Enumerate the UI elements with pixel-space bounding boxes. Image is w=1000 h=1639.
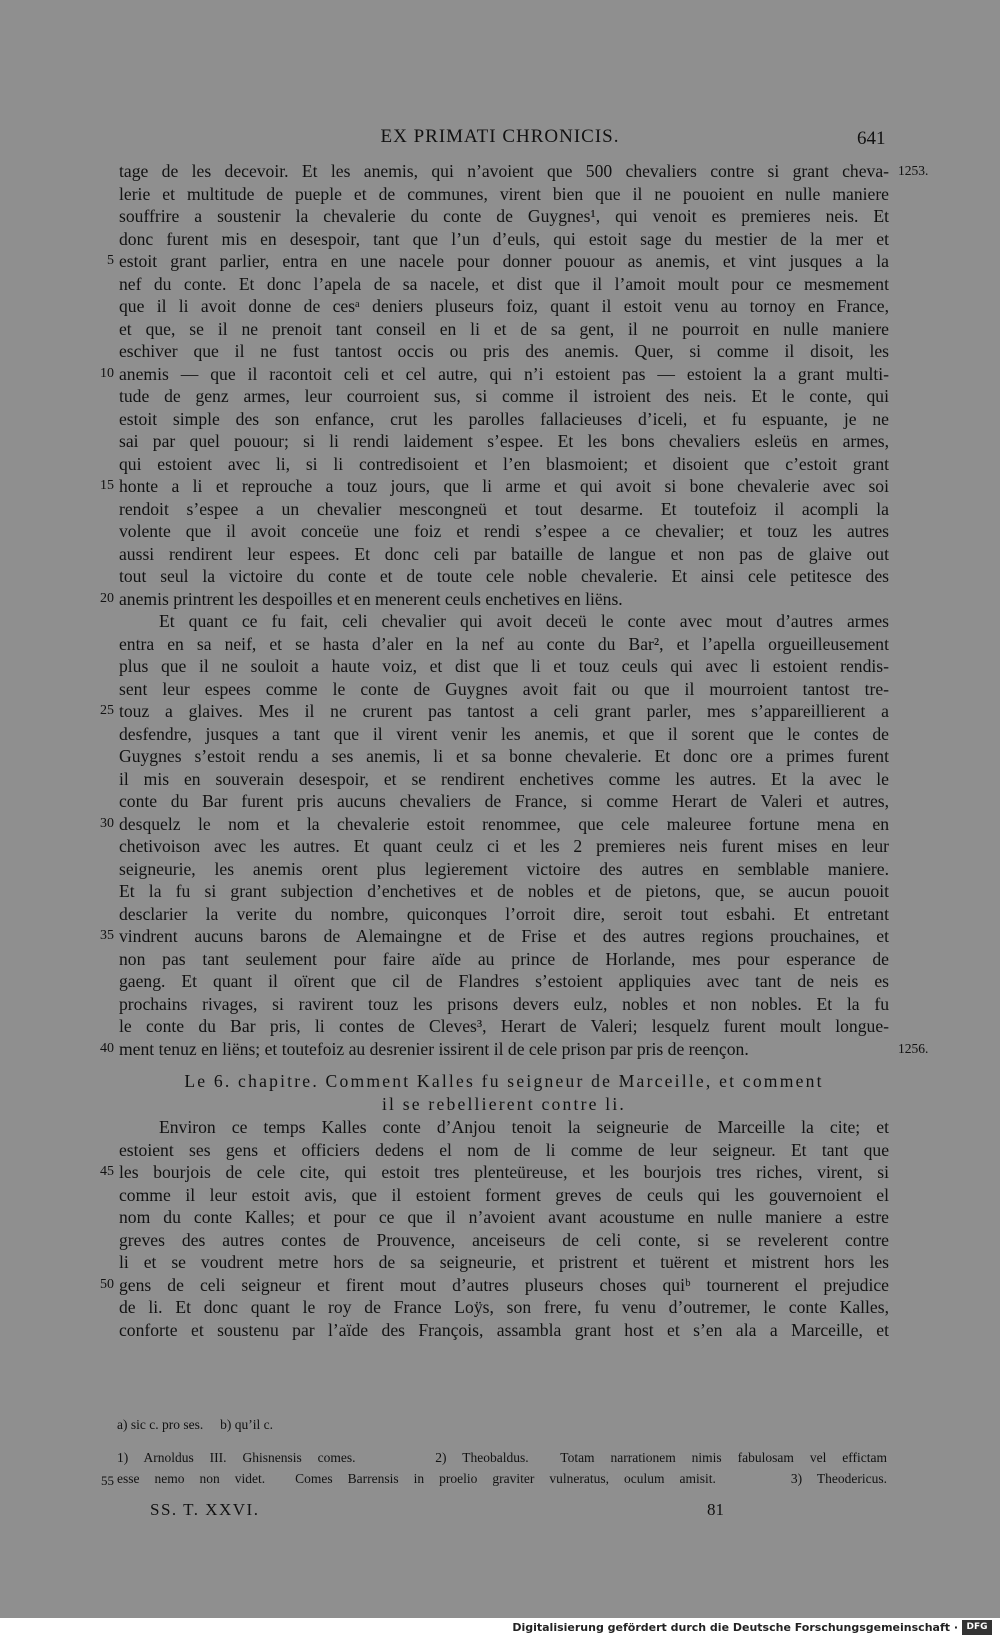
footnote-line: 1) Arnoldus III. Ghisnensis comes. 2) Theobaldus. Totam narrationem nimis fabulosam vel effictam: [117, 1450, 887, 1465]
text-line: honte a li et reprouche a touz jours, que li arme et qui avoit si bone chevalerie avec soi: [119, 476, 889, 496]
text-line: les bourjois de cele cite, qui estoit tres plenteüreuse, et les bourjois tres riches, virent, si: [119, 1162, 889, 1182]
text-line: tude de genz armes, leur courroient sus, si comme il istroient des neis. Et le conte, qui: [119, 386, 889, 406]
text-line: anemis — que il racontoit celi et cel autre, qui n’i estoient pas — estoient la a grant multi-: [119, 363, 889, 384]
text-line: Guygnes s’estoit rendu a ses anemis, li et sa bonne chevalerie. Et donc ore a primes furent: [119, 746, 889, 766]
text-line: Et quant ce fu fait, celi chevalier qui avoit deceü le conte avec mout d’autres armes: [159, 611, 889, 631]
line-number: 10: [100, 365, 114, 381]
text-line: desclarier la verite du nombre, quiconques l’orroit dire, seroit tout esbahi. Et entretant: [119, 903, 889, 924]
text-line: lerie et multitude de pueple et de communes, virent bien que il ne pouoient en nulle maniere: [119, 183, 889, 204]
text-line: non pas tant seulement pour faire aïde au prince de Horlande, mes pour esperance de: [119, 948, 889, 969]
text-line: greves des autres contes de Prouvence, anceiseurs de celi conte, si se revelerent contre: [119, 1229, 889, 1250]
text-line: tout seul la victoire du conte et de toute cele noble chevalerie. Et ainsi cele petitesce des: [119, 566, 889, 586]
line-number: 20: [100, 590, 114, 606]
text-line: rendoit s’espee a un chevalier mescongneü et tout desarme. Et toutefoiz il acompli la: [119, 498, 889, 519]
margin-year: 1256.: [898, 1040, 929, 1056]
text-line: volente que il avoit conceüe une foiz et rendi s’espee a ce chevalier; et touz les autres: [119, 521, 889, 541]
dfg-credit: Digitalisierung gefördert durch die Deutsche Forschungsgemeinschaft ·: [512, 1621, 958, 1634]
line-number: 5: [107, 253, 114, 268]
text-line: conte du Bar furent pris aucuns chevaliers de France, si comme Herart de Valeri et autres,: [119, 791, 889, 811]
text-line: eschiver que il ne fust tantost occis ou pris des anemis. Quer, si comme il disoit, les: [119, 341, 889, 361]
text-line: gens de celi seigneur et firent mout d’autres pluseurs choses quiᵇ tournerent el prejudice: [119, 1274, 889, 1295]
margin-year: 1253.: [898, 163, 929, 178]
text-line: estoit grant parlier, entra en une nacele pour donner pouour as anemis, et vint jusques a la: [119, 251, 889, 271]
text-line: ment tenuz en liëns; et toutefoiz au desrenier issirent il de cele prison par pris de reençon.: [119, 1038, 749, 1059]
text-line: tage de les decevoir. Et les anemis, qui n’avoient que 500 chevaliers contre si grant cheva-: [119, 161, 889, 181]
running-title: EX PRIMATI CHRONICIS.: [380, 126, 620, 147]
text-line: anemis printrent les despoilles et en menerent ceuls enchetives en liëns.: [119, 588, 623, 609]
text-line: estoient ses gens et officiers dedens el nom de li comme de leur seigneur. Et tant que: [119, 1139, 889, 1160]
text-line: estoit simple des son enfance, crut les parolles fallacieuses d’iceli, et fu espuante, je ne: [119, 408, 889, 429]
line-number: 45: [100, 1164, 114, 1179]
text-line: comme il leur estoit avis, que il estoient forment greves de ceuls qui les gouvernoient el: [119, 1184, 889, 1205]
text-line: Environ ce temps Kalles conte d’Anjou tenoit la seigneurie de Marceille la cite; et: [159, 1117, 889, 1137]
text-line: le conte du Bar pris, li contes de Cleves³, Herart de Valeri; lesquelz furent moult longue-: [119, 1016, 889, 1036]
text-line: nom du conte Kalles; et pour ce que il n’avoient avant acoustume en nulle maniere a estre: [119, 1207, 889, 1227]
text-line: aussi rendirent leur espees. Et donc celi par bataille de langue et non pas de glaive out: [119, 543, 889, 564]
footnote-line: esse nemo non videt. Comes Barrensis in proelio graviter vulneratus, oculum amisit. 3) Theodericus.: [117, 1471, 887, 1486]
line-number: 15: [100, 478, 114, 493]
text-line: que il li avoit donne de cesᵃ deniers pluseurs foiz, quant il estoit venu au tornoy en France,: [119, 296, 889, 316]
text-line: sai par quel pouour; si li rendi laidement s’espee. Et les bons chevaliers esleüs en armes,: [119, 431, 889, 451]
text-line: desquelz le nom et la chevalerie estoit renommee, que cele maleuree fortune mena en: [119, 813, 889, 834]
text-line: il mis en souverain desespoir, et se rendirent enchetives comme les autres. Et la avec le: [119, 768, 889, 789]
text-line: donc furent mis en desespoir, tant que l’un d’euls, qui estoit sage du mestier de la mer et: [119, 228, 889, 249]
footnote-letters: a) sic c. pro ses. b) qu’il c.: [117, 1417, 273, 1432]
line-number: 35: [100, 928, 114, 943]
signature-mark: SS. T. XXVI.: [150, 1500, 260, 1519]
line-number: 40: [100, 1040, 114, 1056]
text-line: plus que il ne souloit a haute voiz, et dist que li et touz ceuls qui avec li estoient rendis-: [119, 656, 889, 676]
text-line: desfendre, jusques a tant que il virent venir les anemis, et que il sorent que le contes de: [119, 723, 889, 744]
text-line: qui estoient avec li, si li contredisoient et l’en blasmoient; et disoient que c’estoit grant: [119, 453, 889, 474]
chapter-heading-line2: il se rebellierent contre li.: [381, 1094, 627, 1114]
sheet-number: 81: [707, 1500, 724, 1519]
text-line: et que, se il ne prenoit tant conseil en li et de sa gent, il ne pourroit en nulle maniere: [119, 318, 889, 339]
text-line: sent leur espees comme le conte de Guygnes avoit fait ou que il mourroient tantost tre-: [119, 678, 889, 699]
text-line: entra en sa neif, et se hasta d’aler en la nef au conte du Bar², et l’apella orgueilleusement: [119, 633, 889, 654]
line-number: 50: [100, 1276, 114, 1292]
text-line: chetivoison avec les autres. Et quant ceulz ci et les 2 premieres neis furent mises en leur: [119, 836, 889, 856]
line-number: 25: [100, 703, 114, 718]
text-line: seigneurie, les anemis orent plus legierement victoire des autres en semblable maniere.: [119, 858, 889, 879]
line-number: 55: [101, 1473, 114, 1488]
text-line: li et se voudrent metre hors de sa seigneurie, et pristrent et tuërent et mistrent hors les: [119, 1252, 889, 1272]
text-line: souffrire a soustenir la chevalerie du conte de Guygnes¹, qui venoit es premieres neis. Et: [119, 206, 889, 226]
text-line: conforte et soustenu par l’aïde des François, assambla grant host et s’en ala a Marceille, et: [119, 1319, 889, 1340]
text-line: Et la fu si grant subjection d’enchetives et de nobles et de pietons, que, se aucun pouoit: [119, 881, 889, 901]
text-line: prochains rivages, si ravirent touz les prisons devers eulz, nobles et non nobles. Et la fu: [119, 993, 889, 1014]
chapter-heading: Le 6. chapitre. Comment Kalles fu seigneur de Marceille, et comment: [184, 1071, 824, 1091]
text-line: nef du conte. Et donc l’apela de sa nacele, et dist que il l’amoit moult pour ce mesmement: [119, 273, 889, 294]
dfg-logo: DFG: [962, 1620, 992, 1635]
text-line: gaeng. Et quant il oïrent que cil de Flandres s’estoient appliquies avec tant de neis es: [119, 971, 889, 991]
text-line: touz a glaives. Mes il ne crurent pas tantost a celi grant parler, mes s’appareillierent a: [119, 701, 889, 721]
text-line: de li. Et donc quant le roy de France Loÿs, son frere, fu venu d’outremer, le conte Kalles,: [119, 1297, 889, 1317]
text-line: vindrent aucuns barons de Alemaingne et de Frise et des autres regions prouchaines, et: [119, 926, 889, 946]
line-number: 30: [100, 815, 114, 831]
page-number: 641: [857, 128, 886, 149]
